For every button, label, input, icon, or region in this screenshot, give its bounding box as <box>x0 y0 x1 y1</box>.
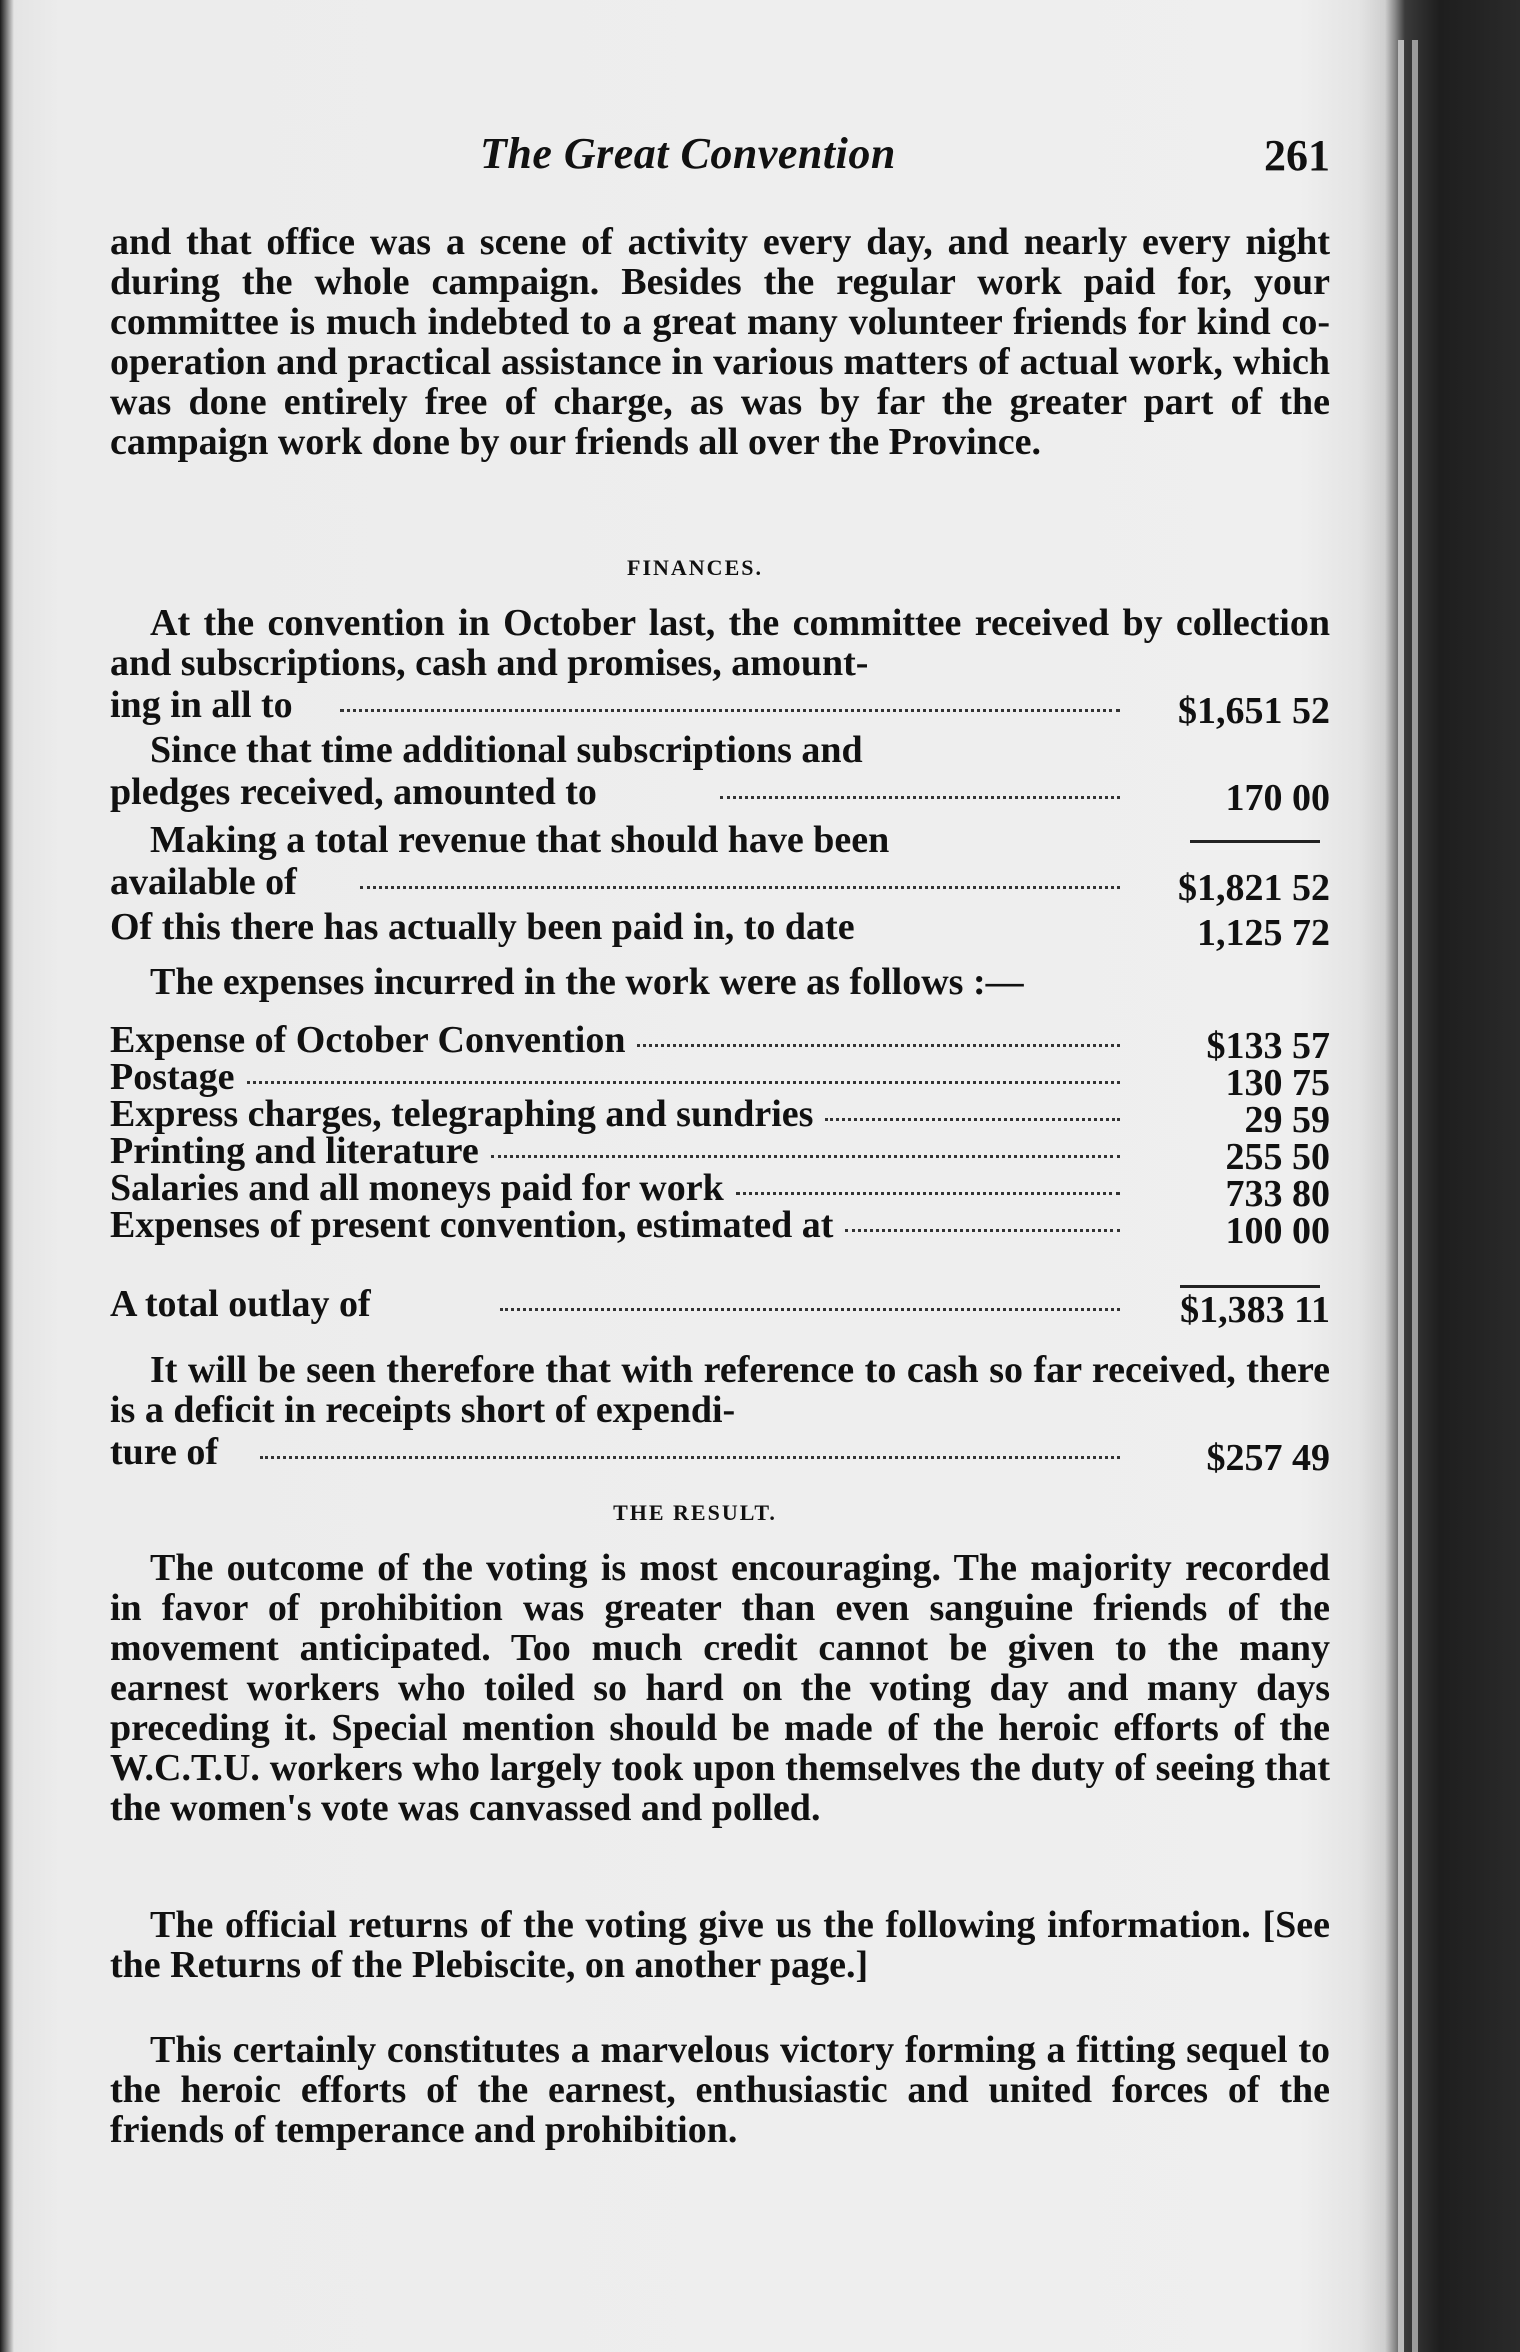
dot-leader <box>360 882 1120 889</box>
expense-label: Expense of October Convention <box>110 1019 626 1061</box>
expense-label: Postage <box>110 1056 235 1098</box>
dot-leader <box>260 1452 1120 1459</box>
received-amount: $1,651 52 <box>1178 690 1330 732</box>
total-line: Making a total revenue that should have been <box>150 819 890 861</box>
expense-amount: 733 80 <box>1225 1173 1330 1215</box>
expense-label: Printing and literature <box>110 1130 479 1172</box>
expense-label: Salaries and all moneys paid for work <box>110 1167 724 1209</box>
page-number: 261 <box>1264 131 1330 180</box>
page-edge <box>1412 40 1418 2352</box>
paid-label: Of this there has actually been paid in, to date <box>110 906 855 948</box>
additional-label: pledges received, amounted to <box>110 771 597 813</box>
dot-leader <box>720 792 1120 799</box>
received-label: ing in all to <box>110 684 293 726</box>
additional-amount: 170 00 <box>1225 777 1330 819</box>
running-title: The Great Convention <box>480 129 896 178</box>
paid-amount: 1,125 72 <box>1197 912 1330 954</box>
result-paragraph-1: The outcome of the voting is most encouraging. The majority recorded in favor of prohibition was greater than even sanguine friends of the movement anticipated. Too much credit cannot be given to the many earnest workers who toiled so hard on the voting day and many days preceding it. Special mention should be made of the heroic efforts of the W.C.T.U. workers who largely took upon themselves the duty of seeing that the women's vote was canvassed and polled. <box>110 1547 1330 1829</box>
total-label: available of <box>110 861 297 903</box>
expense-row <box>110 1203 1330 1252</box>
dot-leader <box>491 1151 1120 1158</box>
total-row <box>110 860 1330 909</box>
deficit-line: It will be seen therefore that with reference to cash so far received, there is a deficit in receipts short of expendi- <box>110 1349 1330 1431</box>
sum-rule <box>1190 840 1320 843</box>
dot-leader <box>247 1077 1120 1084</box>
finances-heading: FINANCES. <box>627 555 763 580</box>
deficit-label: ture of <box>110 1431 218 1473</box>
result-paragraph-3: This certainly constitutes a marvelous victory forming a fitting sequel to the heroic efforts of the earnest, enthusiastic and united forces of the friends of temperance and prohibition. <box>110 2029 1330 2151</box>
deficit-amount: $257 49 <box>1206 1437 1330 1479</box>
dot-leader <box>736 1188 1120 1195</box>
book-page <box>60 0 1390 2352</box>
expense-amount: $133 57 <box>1206 1025 1330 1067</box>
expenses-intro-row <box>110 960 1330 1004</box>
outlay-amount: $1,383 11 <box>1180 1289 1330 1331</box>
dot-leader <box>825 1114 1120 1121</box>
dot-leader <box>845 1225 1120 1232</box>
additional-row <box>110 770 1330 819</box>
page-header <box>60 128 1390 188</box>
expense-label: Express charges, telegraphing and sundries <box>110 1093 814 1135</box>
expense-amount: 130 75 <box>1225 1062 1330 1104</box>
page-edge <box>1398 40 1404 2352</box>
received-line: At the convention in October last, the committee received by collection and subscriptions, cash and promises, amount- <box>110 602 1330 684</box>
intro-paragraph: and that office was a scene of activity every day, and nearly every night during the whole campaign. Besides the regular work paid for, your committee is much indebted to a great many volunteer friends for kind co-operation and practical assistance in various matters of actual work, which was done entirely free of charge, as was by far the greater part of the campaign work done by our friends all over the Province. <box>110 221 1330 463</box>
paid-row <box>110 905 1330 954</box>
additional-line-row <box>110 728 1330 772</box>
additional-line: Since that time additional subscriptions and <box>150 729 863 771</box>
outlay-row <box>110 1282 1330 1331</box>
expense-label: Expenses of present convention, estimated at <box>110 1204 834 1246</box>
dot-leader <box>637 1040 1120 1047</box>
expense-amount: 100 00 <box>1225 1210 1330 1252</box>
expense-amount: 255 50 <box>1225 1136 1330 1178</box>
total-amount: $1,821 52 <box>1178 867 1330 909</box>
expense-amount: 29 59 <box>1244 1099 1330 1141</box>
expenses-intro: The expenses incurred in the work were as follows :— <box>150 961 1024 1003</box>
total-line-row <box>110 818 1330 862</box>
dot-leader <box>340 705 1120 712</box>
deficit-row <box>110 1430 1330 1479</box>
dot-leader <box>500 1304 1120 1311</box>
received-row <box>110 683 1330 732</box>
result-paragraph-2: The official returns of the voting give us the following information. [See the Returns of the Plebiscite, on another page.] <box>110 1904 1330 1986</box>
result-heading: THE RESULT. <box>613 1500 777 1525</box>
outlay-label: A total outlay of <box>110 1283 371 1325</box>
